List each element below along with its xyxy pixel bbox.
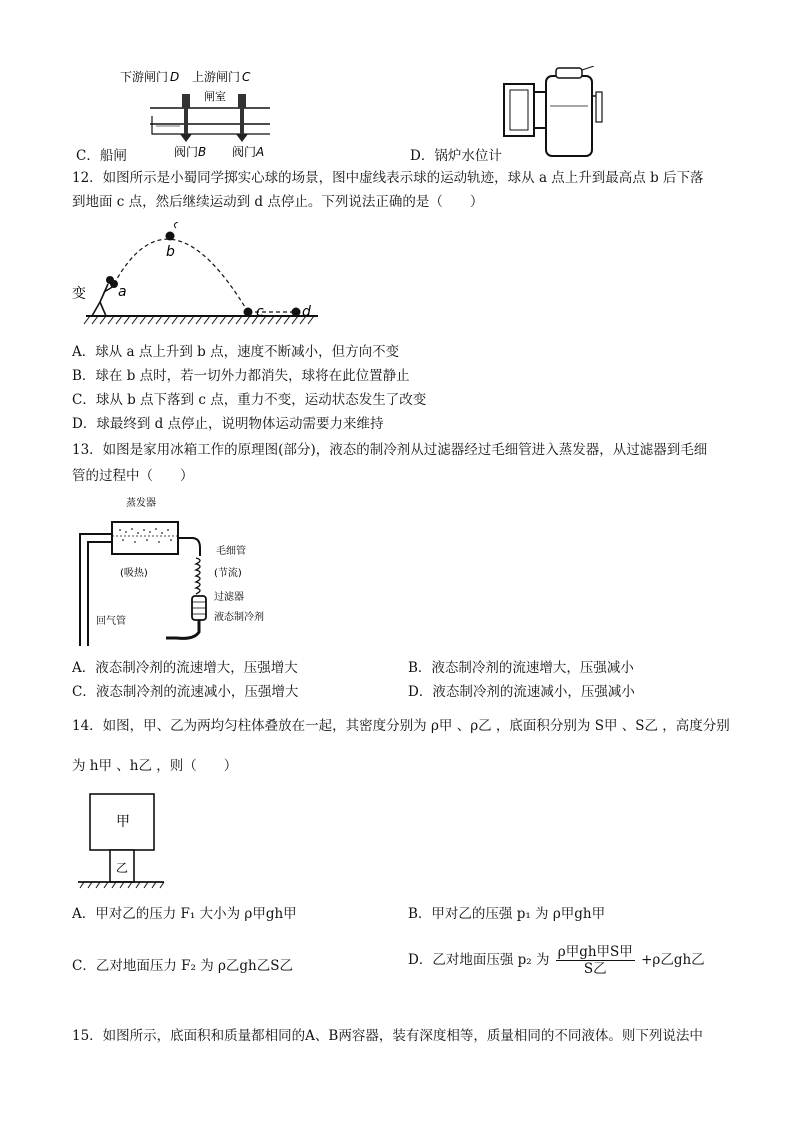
q14-label-top: 甲 <box>116 814 130 830</box>
q13-option-b: B．液态制冷剂的流速增大，压强减小 <box>408 660 634 676</box>
q14-stem-line2: 为 h甲 、h乙 ，则（ ） <box>72 758 238 774</box>
option-c-ship-lock: C．船闸 <box>76 148 127 164</box>
lock-valve-b-letter: B <box>198 145 207 159</box>
q12-option-c: C．球从 b 点下落到 c 点，重力不变，运动状态发生了改变 <box>72 392 427 408</box>
q14-option-d-fraction <box>556 944 635 977</box>
q13-throttle-label: (节流) <box>214 568 242 579</box>
lock-lower-gate-letter: D <box>170 70 180 84</box>
q13-stem-line1: 13．如图是家用冰箱工作的原理图(部分)，液态的制冷剂从过滤器经过毛细管进入蒸发器，从过滤器到毛细 <box>72 442 708 458</box>
q12-option-b: B．球在 b 点时，若一切外力都消失，球将在此位置静止 <box>72 368 410 384</box>
lock-lower-gate-label: 下游闸门 <box>120 70 169 84</box>
q15-stem-line1: 15．如图所示，底面积和质量都相同的A、B两容器，装有深度相等，质量相同的不同液体。则下列说法中 <box>72 1028 703 1044</box>
q13-stem-line2: 管的过程中（ ） <box>72 468 194 484</box>
q14-option-c: C．乙对地面压力 F₂ 为 ρ乙gh乙S乙 <box>72 958 294 974</box>
q14-option-b: B．甲对乙的压强 p₁ 为 ρ甲gh甲 <box>408 906 606 922</box>
q14-label-bottom: 乙 <box>116 861 129 875</box>
q14-option-a: A．甲对乙的压力 F₁ 大小为 ρ甲gh甲 <box>72 906 297 922</box>
q13-option-c: C．液态制冷剂的流速减小，压强增大 <box>72 684 299 700</box>
q14-option-d-denominator: S乙 <box>583 961 607 977</box>
q14-option-d-numerator: ρ甲gh甲S甲 <box>557 944 633 960</box>
q12-label-c: c <box>256 304 264 320</box>
q13-fridge-figure <box>76 496 276 648</box>
q13-capillary-label: 毛细管 <box>216 546 246 557</box>
q13-option-d: D．液态制冷剂的流速减小，压强减小 <box>408 684 635 700</box>
q12-label-d: d <box>302 304 311 320</box>
ship-lock-figure <box>120 68 280 160</box>
boiler-gauge-figure <box>500 66 610 158</box>
q14-option-d-prefix: D．乙对地面压强 p₂ 为 <box>408 952 550 968</box>
lock-valve-a-label: 阀门 <box>232 145 257 159</box>
q12-side-char: 变 <box>72 286 86 302</box>
q12-label-b: b <box>166 244 175 260</box>
q13-filter-label: 过滤器 <box>214 592 244 603</box>
q13-absorb-label: (吸热) <box>120 568 148 579</box>
q13-evaporator-label: 蒸发器 <box>126 498 156 509</box>
q12-option-d: D．球最终到 d 点停止，说明物体运动需要力来维持 <box>72 416 384 432</box>
lock-chamber-label: 闸室 <box>204 90 226 103</box>
q13-liquid-label: 液态制冷剂 <box>214 612 264 623</box>
q14-cylinders-figure <box>76 788 166 892</box>
q12-throw-figure <box>72 222 320 328</box>
q12-stem-line2: 到地面 c 点，然后继续运动到 d 点停止。下列说法正确的是（ ） <box>72 194 484 210</box>
lock-valve-b-label: 阀门 <box>174 145 199 159</box>
q13-return-pipe-label: 回气管 <box>96 616 126 627</box>
q12-label-a: a <box>118 284 127 300</box>
q12-stem-line1: 12．如图所示是小蜀同学掷实心球的场景，图中虚线表示球的运动轨迹，球从 a 点上升到最高点 b 后下落 <box>72 170 704 186</box>
option-d-boiler-gauge: D．锅炉水位计 <box>410 148 502 164</box>
lock-upper-gate-label: 上游闸门 <box>192 70 241 84</box>
q12-option-a: A．球从 a 点上升到 b 点，速度不断减小，但方向不变 <box>72 344 400 360</box>
lock-valve-a-letter: A <box>256 145 265 159</box>
q13-option-a: A．液态制冷剂的流速增大，压强增大 <box>72 660 298 676</box>
q14-stem-line1: 14．如图，甲、乙为两均匀柱体叠放在一起，其密度分别为 ρ甲 、ρ乙 ，底面积分别为 S甲 、S乙 ，高度分别 <box>72 718 730 734</box>
q14-option-d-suffix: +ρ乙gh乙 <box>641 952 705 968</box>
q14-option-d <box>408 944 705 977</box>
lock-upper-gate-letter: C <box>242 70 251 84</box>
